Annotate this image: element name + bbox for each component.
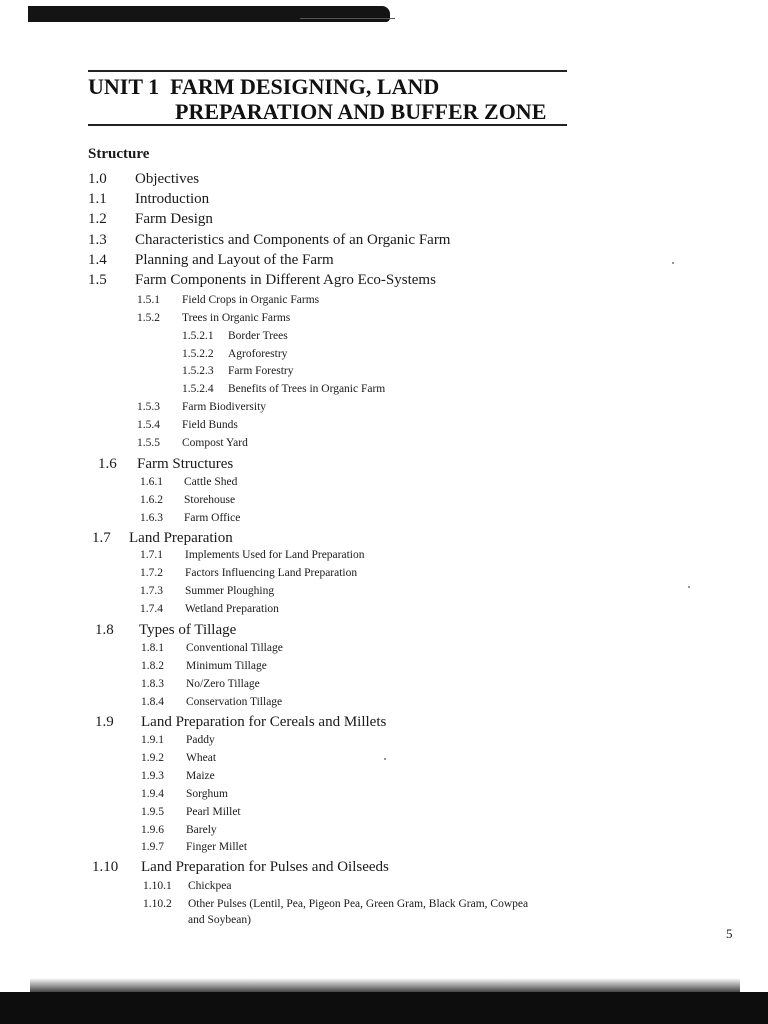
toc-label: Land Preparation for Pulses and Oilseeds bbox=[141, 859, 389, 875]
toc-number: 1.2 bbox=[88, 211, 107, 227]
scan-bottom-edge bbox=[0, 992, 768, 1024]
toc-label: Sorghum bbox=[186, 788, 228, 800]
toc-label: Farm Design bbox=[135, 211, 213, 227]
toc-label: Types of Tillage bbox=[139, 622, 237, 638]
toc-number: 1.5.2.1 bbox=[182, 330, 214, 342]
toc-number: 1.8.3 bbox=[141, 678, 164, 690]
toc-number: 1.7.4 bbox=[140, 603, 163, 615]
toc-number: 1.10.1 bbox=[143, 880, 172, 892]
toc-number: 1.5.2.3 bbox=[182, 365, 214, 377]
toc-number: 1.5.3 bbox=[137, 401, 160, 413]
toc-number: 1.9.1 bbox=[141, 734, 164, 746]
toc-label: Paddy bbox=[186, 734, 215, 746]
toc-label: Farm Office bbox=[184, 512, 241, 524]
toc-label: Conservation Tillage bbox=[186, 696, 283, 708]
toc-number: 1.5.5 bbox=[137, 437, 160, 449]
toc-number: 1.8.4 bbox=[141, 696, 164, 708]
page-title bbox=[88, 74, 568, 124]
toc-label: Land Preparation for Cereals and Millets bbox=[141, 714, 387, 730]
toc-number: 1.0 bbox=[88, 171, 107, 187]
toc-number: 1.9.5 bbox=[141, 806, 164, 818]
title-bottom-rule bbox=[88, 124, 567, 126]
toc-number: 1.5.2 bbox=[137, 312, 160, 324]
toc-label: Minimum Tillage bbox=[186, 660, 267, 672]
toc-label: Wetland Preparation bbox=[185, 603, 279, 615]
toc-number: 1.8 bbox=[95, 622, 114, 638]
toc-number: 1.5.4 bbox=[137, 419, 160, 431]
toc-label: Factors Influencing Land Preparation bbox=[185, 567, 358, 579]
structure-heading: Structure bbox=[88, 146, 150, 162]
toc-number: 1.6.2 bbox=[140, 494, 163, 506]
toc-number: 1.8.2 bbox=[141, 660, 164, 672]
toc-label: Objectives bbox=[135, 171, 200, 187]
toc-number: 1.6 bbox=[98, 456, 117, 472]
toc-number: 1.7.2 bbox=[140, 567, 163, 579]
toc-label: Chickpea bbox=[188, 880, 232, 892]
toc-number: 1.5.2.2 bbox=[182, 348, 214, 360]
toc-number: 1.10 bbox=[92, 859, 119, 875]
toc-number: 1.9.3 bbox=[141, 770, 164, 782]
toc-label: Storehouse bbox=[184, 494, 236, 506]
toc-number: 1.9.7 bbox=[141, 841, 164, 853]
toc-label: Border Trees bbox=[228, 330, 288, 342]
toc-label: Farm Components in Different Agro Eco-Systems bbox=[135, 272, 436, 288]
toc-label: Farm Biodiversity bbox=[182, 401, 267, 413]
toc-label: Field Crops in Organic Farms bbox=[182, 294, 320, 306]
toc-number: 1.9.2 bbox=[141, 752, 164, 764]
toc-label: Agroforestry bbox=[228, 348, 288, 360]
toc-number: 1.1 bbox=[88, 191, 107, 207]
toc-number: 1.10.2 bbox=[143, 898, 172, 910]
page-number: 5 bbox=[726, 926, 733, 941]
toc-label: Summer Ploughing bbox=[185, 585, 275, 597]
toc-number: 1.9 bbox=[95, 714, 114, 730]
toc-label: and Soybean) bbox=[188, 914, 251, 926]
toc-label: Characteristics and Components of an Organic Farm bbox=[135, 232, 451, 248]
toc-label: Implements Used for Land Preparation bbox=[185, 549, 365, 561]
toc-label: Benefits of Trees in Organic Farm bbox=[228, 383, 386, 395]
title-top-rule bbox=[88, 70, 567, 72]
toc-number: 1.7.1 bbox=[140, 549, 163, 561]
toc-label: Field Bunds bbox=[182, 419, 238, 431]
toc-label: Pearl Millet bbox=[186, 806, 241, 818]
toc-label: Farm Forestry bbox=[228, 365, 294, 377]
scan-top-edge bbox=[28, 6, 390, 22]
toc-number: 1.7 bbox=[92, 530, 111, 546]
title-line-2: PREPARATION AND BUFFER ZONE bbox=[175, 99, 547, 124]
toc-label: Planning and Layout of the Farm bbox=[135, 252, 334, 268]
toc-number: 1.5.2.4 bbox=[182, 383, 214, 395]
toc-number: 1.9.4 bbox=[141, 788, 164, 800]
toc-number: 1.6.3 bbox=[140, 512, 163, 524]
toc-label: Compost Yard bbox=[182, 437, 248, 449]
title-line-1: FARM DESIGNING, LAND bbox=[170, 74, 440, 99]
scan-speck bbox=[384, 758, 386, 760]
toc-label: Wheat bbox=[186, 752, 217, 764]
toc-label: Finger Millet bbox=[186, 841, 248, 853]
toc-number: 1.8.1 bbox=[141, 642, 164, 654]
toc-number: 1.5 bbox=[88, 272, 107, 288]
toc-number: 1.3 bbox=[88, 232, 107, 248]
toc-label: Farm Structures bbox=[137, 456, 234, 472]
toc-number: 1.9.6 bbox=[141, 824, 164, 836]
toc-label: Introduction bbox=[135, 191, 210, 207]
toc-label: Land Preparation bbox=[129, 530, 233, 546]
toc-number: 1.5.1 bbox=[137, 294, 160, 306]
toc-number: 1.7.3 bbox=[140, 585, 163, 597]
toc-label: Cattle Shed bbox=[184, 476, 238, 488]
toc-label: Barely bbox=[186, 824, 217, 836]
toc-label: No/Zero Tillage bbox=[186, 678, 260, 690]
toc-number: 1.6.1 bbox=[140, 476, 163, 488]
toc-label: Maize bbox=[186, 770, 215, 782]
scan-top-line bbox=[300, 18, 395, 19]
scan-speck bbox=[688, 586, 690, 588]
toc-label: Conventional Tillage bbox=[186, 642, 283, 654]
unit-label: UNIT 1 bbox=[88, 74, 160, 99]
toc-number: 1.4 bbox=[88, 252, 107, 268]
toc-label: Trees in Organic Farms bbox=[182, 312, 291, 324]
scan-speck bbox=[672, 262, 674, 264]
toc-label: Other Pulses (Lentil, Pea, Pigeon Pea, Green Gram, Black Gram, Cowpea bbox=[188, 898, 529, 910]
